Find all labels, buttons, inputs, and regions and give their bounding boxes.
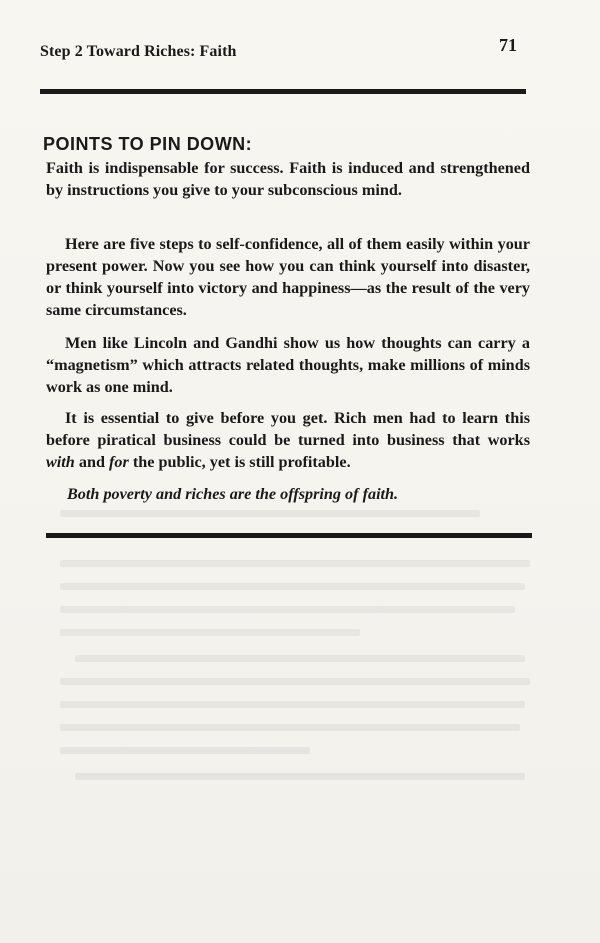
- header-rule: [40, 89, 526, 94]
- bleed-through-line: [60, 724, 520, 731]
- paragraph-4-part1: It is essential to give before you get. Rich men had to learn this before piratical business could be turned into business that works: [46, 409, 530, 449]
- bleed-through-line: [60, 629, 360, 636]
- paragraph-4-part2: and: [74, 453, 109, 471]
- bleed-through-line: [60, 701, 525, 708]
- footer-rule: [46, 533, 532, 538]
- bleed-through-line: [60, 747, 310, 754]
- bleed-through-line: [75, 655, 525, 662]
- bleed-through-line: [60, 583, 525, 590]
- paragraph-3: Men like Lincoln and Gandhi show us how thoughts can carry a “magnetism” which attracts related thoughts, make millions of minds work as one mind.: [46, 334, 530, 396]
- paragraph-4-part3: the public, yet is still profitable.: [128, 453, 351, 471]
- section-heading: POINTS TO PIN DOWN:: [43, 134, 253, 154]
- page-number: 71: [499, 35, 517, 55]
- paragraph-2: Here are five steps to self-confidence, all of them easily within your present power. Now you see how you can think yourself into disaster, or think yourself into victory and happiness—as the result of the very same circumstances.: [46, 235, 530, 319]
- bleed-through-line: [60, 560, 530, 567]
- bleed-through-line: [60, 510, 480, 517]
- running-head: Step 2 Toward Riches: Faith: [40, 43, 237, 60]
- paragraph-1: Faith is indispensable for success. Faith is induced and strengthened by instructions you give to your subconscious mind.: [46, 159, 530, 199]
- closing-quote: Both poverty and riches are the offspring of faith.: [67, 485, 399, 503]
- paragraph-4: [46, 407, 530, 473]
- bleed-through-line: [60, 606, 515, 613]
- bleed-through-line: [75, 773, 525, 780]
- emphasis-for: for: [109, 453, 129, 471]
- bleed-through-line: [60, 678, 530, 685]
- emphasis-with: with: [46, 453, 75, 471]
